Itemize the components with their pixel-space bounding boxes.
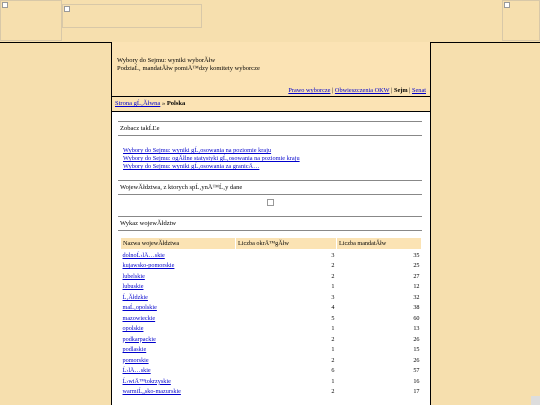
districts-cell: 2 [331,388,335,396]
table-row [121,324,422,335]
logo-image-left [0,0,62,41]
mandates-cell: 15 [413,346,420,354]
voivodeships-note: WojewĂłdztwa, z ktorych spĹ‚ynÄ™Ĺ‚y dane [120,184,243,191]
districts-cell: 2 [331,272,335,280]
main-column [111,42,431,405]
districts-cell: 2 [331,262,335,270]
page-subtitle: PodziaĹ‚ mandatĂłw pomiÄ™dzy komitety wyborcze [117,65,260,72]
table-row [121,366,422,377]
districts-cell: 1 [331,325,335,333]
see-also-link-stats[interactable]: Wybory do Sejmu: ogĂłlne statystyki gĹ‚osowania na poziomie kraju [123,155,300,162]
table-header-row [121,238,422,250]
mandates-cell: 27 [413,272,420,280]
see-also-link-abroad[interactable]: Wybory do Sejmu: wyniki gĹ‚osowania za granicÄ… [123,163,260,170]
mandates-cell: 57 [413,367,420,375]
breadcrumb-home-link[interactable]: Strona gĹ‚Ăłwna [115,100,161,107]
breadcrumb-current: Polska [166,100,186,107]
table-row [121,355,422,366]
voivodeship-link[interactable]: Ĺ›lÄ…skie [122,367,151,375]
voivodeship-link[interactable]: kujawsko-pomorskie [122,262,175,270]
banner-image [62,4,202,28]
voivodeship-link[interactable]: pomorskie [122,356,149,364]
table-row [121,303,422,314]
page-header [112,42,430,97]
voivodeship-link[interactable]: lubelskie [122,272,145,280]
divider [118,135,422,136]
voivodeship-link[interactable]: podlaskie [122,346,147,354]
table-row [121,282,422,293]
districts-cell: 3 [331,251,335,259]
map-image-placeholder [267,199,274,206]
divider [118,216,422,217]
scrollbar-corner[interactable] [531,396,540,405]
mandates-cell: 17 [413,388,420,396]
mandates-cell: 38 [413,304,420,312]
top-nav [288,87,426,94]
mandates-cell: 25 [413,262,420,270]
mandates-cell: 26 [413,356,420,364]
nav-item-sejm-current: Sejm [393,87,408,94]
nav-link-senat[interactable]: Senat [412,87,426,94]
voivodeship-link[interactable]: mazowieckie [122,314,156,322]
broken-image-icon [504,2,510,8]
districts-cell: 3 [331,293,335,301]
broken-image-icon [64,6,70,12]
mandates-cell: 26 [413,335,420,343]
mandates-cell: 13 [413,325,420,333]
nav-link-prawo-wyborcze[interactable]: Prawo wyborcze [288,87,331,94]
divider [118,230,422,231]
top-banner [0,0,540,43]
breadcrumb-bar [112,97,430,112]
mandates-cell: 32 [413,293,420,301]
column-header-districts: Liczba okrÄ™gĂłw [236,238,337,250]
mandates-cell: 12 [413,283,420,291]
districts-cell: 4 [331,304,335,312]
districts-cell: 1 [331,283,335,291]
mandates-cell: 35 [413,251,420,259]
table-row [121,345,422,356]
table-row [121,387,422,398]
table-row [121,292,422,303]
table-row [121,261,422,272]
districts-cell: 2 [331,356,335,364]
voivodeships-list-title: Wykaz wojewĂłdztw [120,220,177,227]
table-row [121,271,422,282]
table-row [121,376,422,387]
voivodeships-table [120,237,422,397]
column-header-name: Nazwa wojewĂłdztwa [121,238,236,250]
nav-separator: | [332,87,334,94]
voivodeship-link[interactable]: lubuskie [122,283,144,291]
table-row [121,250,422,261]
column-header-mandates: Liczba mandatĂłw [337,238,422,250]
districts-cell: 1 [331,377,335,385]
breadcrumb-separator: » [161,100,166,107]
mandates-cell: 16 [413,377,420,385]
voivodeship-link[interactable]: podkarpackie [122,335,156,343]
voivodeship-link[interactable]: warmiĹ„sko-mazurskie [122,388,181,396]
districts-cell: 5 [331,314,335,322]
table-row [121,313,422,324]
voivodeship-link[interactable]: dolnoĹ›lÄ…skie [122,251,165,259]
page-title: Wybory do Sejmu: wyniki wyborĂłw [117,57,216,64]
voivodeship-link[interactable]: maĹ‚opolskie [122,304,157,312]
broken-image-icon [2,2,8,8]
districts-cell: 6 [331,367,335,375]
divider [118,121,422,122]
see-also-link-results[interactable]: Wybory do Sejmu: wyniki gĹ‚osowania na poziomie kraju [123,147,272,154]
nav-separator: | [409,87,411,94]
districts-cell: 1 [331,346,335,354]
voivodeship-link[interactable]: opolskie [122,325,144,333]
districts-cell: 2 [331,335,335,343]
see-also-title: Zobacz takĹĽe [120,125,160,132]
nav-separator: | [391,87,393,94]
voivodeship-link[interactable]: Ĺ‚Ăłdzkie [122,293,148,301]
mandates-cell: 60 [413,314,420,322]
breadcrumb [115,100,185,107]
logo-image-right [502,0,540,41]
divider [118,180,422,181]
nav-link-obwieszczenia[interactable]: Obwieszczenia OKW [334,87,390,94]
voivodeship-link[interactable]: Ĺ›wiÄ™tokrzyskie [122,377,171,385]
divider [118,194,422,195]
table-row [121,334,422,345]
